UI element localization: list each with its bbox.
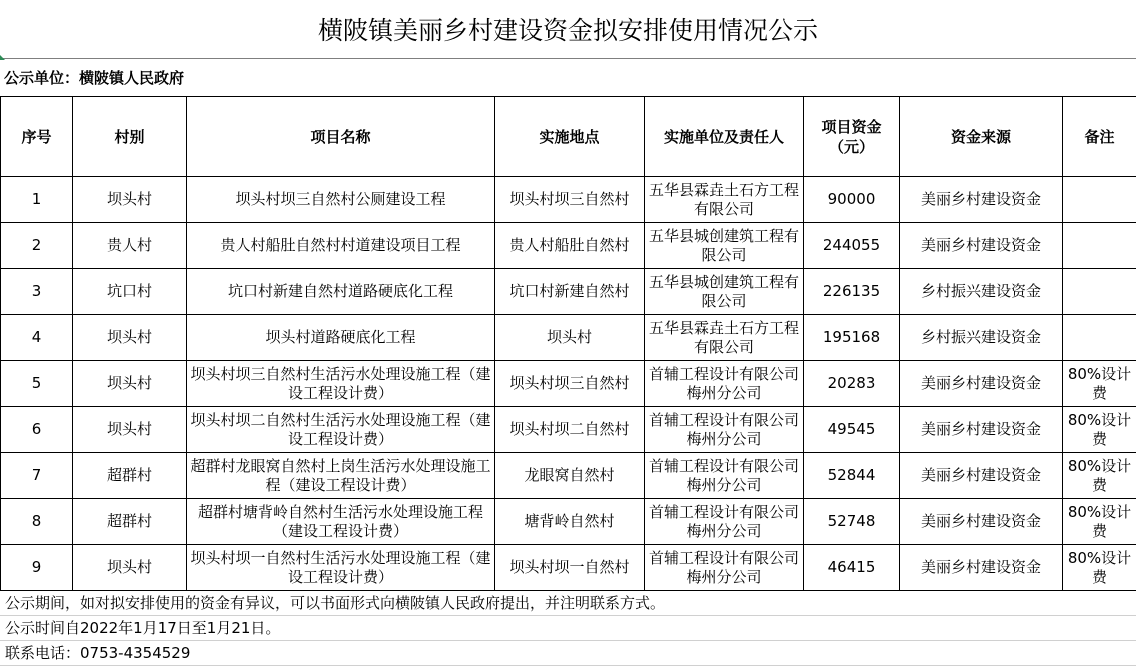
cell-amount[interactable]: 244055: [804, 223, 900, 269]
cell-source[interactable]: 美丽乡村建设资金: [900, 545, 1063, 591]
cell-note[interactable]: 80%设计费: [1063, 453, 1136, 499]
table-row: [1, 269, 1136, 315]
table-row: [1, 315, 1136, 361]
page-title: 横陂镇美丽乡村建设资金拟安排使用情况公示: [0, 0, 1136, 59]
header-project[interactable]: 项目名称: [187, 97, 495, 177]
cell-contractor[interactable]: 首辅工程设计有限公司梅州分公司: [645, 499, 804, 545]
cell-source[interactable]: 乡村振兴建设资金: [900, 269, 1063, 315]
header-contractor[interactable]: 实施单位及责任人: [645, 97, 804, 177]
cell-seq[interactable]: 8: [1, 499, 73, 545]
cell-location[interactable]: 坝头村: [495, 315, 645, 361]
cell-note[interactable]: 80%设计费: [1063, 407, 1136, 453]
cell-comment-marker: [0, 55, 5, 60]
cell-village[interactable]: 坑口村: [73, 269, 187, 315]
cell-seq[interactable]: 6: [1, 407, 73, 453]
cell-note[interactable]: [1063, 177, 1136, 223]
cell-source[interactable]: 美丽乡村建设资金: [900, 453, 1063, 499]
cell-source[interactable]: 美丽乡村建设资金: [900, 499, 1063, 545]
cell-seq[interactable]: 1: [1, 177, 73, 223]
cell-note[interactable]: 80%设计费: [1063, 499, 1136, 545]
cell-project[interactable]: 坝头村坝二自然村生活污水处理设施工程（建设工程设计费）: [187, 407, 495, 453]
cell-location[interactable]: 塘背岭自然村: [495, 499, 645, 545]
header-note[interactable]: 备注: [1063, 97, 1136, 177]
cell-seq[interactable]: 3: [1, 269, 73, 315]
publication-period[interactable]: 公示时间自2022年1月17日至1月21日。: [0, 616, 1136, 641]
cell-note[interactable]: 80%设计费: [1063, 545, 1136, 591]
cell-source[interactable]: 乡村振兴建设资金: [900, 315, 1063, 361]
cell-seq[interactable]: 5: [1, 361, 73, 407]
cell-note[interactable]: [1063, 315, 1136, 361]
cell-location[interactable]: 坝头村坝三自然村: [495, 361, 645, 407]
cell-village[interactable]: 超群村: [73, 453, 187, 499]
header-amount[interactable]: 项目资金（元）: [804, 97, 900, 177]
cell-source[interactable]: 美丽乡村建设资金: [900, 177, 1063, 223]
cell-project[interactable]: 超群村龙眼窝自然村上岗生活污水处理设施工程（建设工程设计费）: [187, 453, 495, 499]
cell-amount[interactable]: 20283: [804, 361, 900, 407]
cell-project[interactable]: 坝头村坝三自然村生活污水处理设施工程（建设工程设计费）: [187, 361, 495, 407]
cell-amount[interactable]: 90000: [804, 177, 900, 223]
header-seq[interactable]: 序号: [1, 97, 73, 177]
cell-village[interactable]: 贵人村: [73, 223, 187, 269]
cell-project[interactable]: 坝头村道路硬底化工程: [187, 315, 495, 361]
cell-project[interactable]: 坝头村坝一自然村生活污水处理设施工程（建设工程设计费）: [187, 545, 495, 591]
cell-contractor[interactable]: 五华县城创建筑工程有限公司: [645, 223, 804, 269]
cell-seq[interactable]: 4: [1, 315, 73, 361]
cell-contractor[interactable]: 首辅工程设计有限公司梅州分公司: [645, 545, 804, 591]
cell-village[interactable]: 坝头村: [73, 545, 187, 591]
table-row: [1, 407, 1136, 453]
cell-source[interactable]: 美丽乡村建设资金: [900, 407, 1063, 453]
cell-note[interactable]: 80%设计费: [1063, 361, 1136, 407]
cell-project[interactable]: 贵人村船肚自然村村道建设项目工程: [187, 223, 495, 269]
header-village[interactable]: 村别: [73, 97, 187, 177]
cell-amount[interactable]: 49545: [804, 407, 900, 453]
objection-notice[interactable]: 公示期间，如对拟安排使用的资金有异议，可以书面形式向横陂镇人民政府提出，并注明联系方式。: [0, 591, 1136, 616]
table-row: [1, 453, 1136, 499]
cell-village[interactable]: 坝头村: [73, 407, 187, 453]
cell-contractor[interactable]: 首辅工程设计有限公司梅州分公司: [645, 453, 804, 499]
table-row: [1, 499, 1136, 545]
cell-amount[interactable]: 46415: [804, 545, 900, 591]
cell-source[interactable]: 美丽乡村建设资金: [900, 223, 1063, 269]
publishing-unit: 公示单位：横陂镇人民政府: [4, 68, 185, 87]
cell-note[interactable]: [1063, 223, 1136, 269]
table-row: [1, 223, 1136, 269]
cell-note[interactable]: [1063, 269, 1136, 315]
cell-seq[interactable]: 2: [1, 223, 73, 269]
contact-phone[interactable]: 联系电话：0753-4354529: [0, 641, 1136, 666]
cell-location[interactable]: 龙眼窝自然村: [495, 453, 645, 499]
cell-amount[interactable]: 52844: [804, 453, 900, 499]
header-source[interactable]: 资金来源: [900, 97, 1063, 177]
cell-project[interactable]: 坝头村坝三自然村公厕建设工程: [187, 177, 495, 223]
cell-contractor[interactable]: 首辅工程设计有限公司梅州分公司: [645, 407, 804, 453]
cell-source[interactable]: 美丽乡村建设资金: [900, 361, 1063, 407]
table-row: [1, 361, 1136, 407]
cell-location[interactable]: 坝头村坝三自然村: [495, 177, 645, 223]
header-location[interactable]: 实施地点: [495, 97, 645, 177]
cell-location[interactable]: 坑口村新建自然村: [495, 269, 645, 315]
cell-location[interactable]: 贵人村船肚自然村: [495, 223, 645, 269]
footer-notes: [0, 591, 1136, 666]
cell-village[interactable]: 坝头村: [73, 177, 187, 223]
cell-amount[interactable]: 52748: [804, 499, 900, 545]
cell-contractor[interactable]: 五华县霖垚土石方工程有限公司: [645, 315, 804, 361]
cell-project[interactable]: 坑口村新建自然村道路硬底化工程: [187, 269, 495, 315]
cell-amount[interactable]: 195168: [804, 315, 900, 361]
table-header-row: [1, 97, 1136, 177]
cell-location[interactable]: 坝头村坝二自然村: [495, 407, 645, 453]
cell-contractor[interactable]: 五华县霖垚土石方工程有限公司: [645, 177, 804, 223]
cell-project[interactable]: 超群村塘背岭自然村生活污水处理设施工程（建设工程设计费）: [187, 499, 495, 545]
cell-location[interactable]: 坝头村坝一自然村: [495, 545, 645, 591]
cell-village[interactable]: 坝头村: [73, 315, 187, 361]
cell-amount[interactable]: 226135: [804, 269, 900, 315]
cell-village[interactable]: 超群村: [73, 499, 187, 545]
table-row: [1, 545, 1136, 591]
cell-seq[interactable]: 7: [1, 453, 73, 499]
table-row: [1, 177, 1136, 223]
cell-contractor[interactable]: 首辅工程设计有限公司梅州分公司: [645, 361, 804, 407]
project-table: [0, 96, 1136, 591]
cell-seq[interactable]: 9: [1, 545, 73, 591]
cell-village[interactable]: 坝头村: [73, 361, 187, 407]
cell-contractor[interactable]: 五华县城创建筑工程有限公司: [645, 269, 804, 315]
